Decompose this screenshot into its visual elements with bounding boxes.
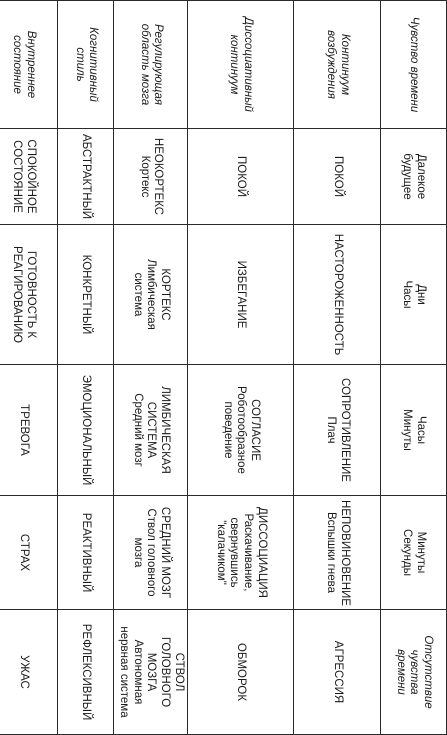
table-cell: НЕОКОРТЕКС Кортекс — [114, 129, 188, 225]
table-cell: Далекое будущее — [381, 129, 447, 225]
row-label: Чувство времени — [381, 1, 447, 129]
table-cell: СПОКОЙНОЕ СОСТОЯНИЕ — [0, 129, 58, 225]
row-internal-state — [0, 1, 58, 735]
table-cell: ДИССОЦИАЦИЯ Раскачивание, свернувшись "калачиком" — [188, 496, 294, 610]
table-cell: ГОТОВНОСТЬ К РЕАГИРОВАНИЮ — [0, 225, 58, 365]
table-cell: СОПРОТИВЛЕНИЕ Плач — [294, 365, 381, 496]
table-cell: КОРТЕКС Лимбическая система — [114, 225, 188, 365]
table-cell: СОГЛАСИЕ Роботообразное поведение — [188, 365, 294, 496]
table-cell: УЖАС — [0, 610, 58, 735]
table-cell: Минуты Секунды — [381, 496, 447, 610]
table-cell: НАСТОРОЖЕННОСТЬ — [294, 225, 381, 365]
table-cell: СТРАХ — [0, 496, 58, 610]
table-cell: АГРЕССИЯ — [294, 610, 381, 735]
table-cell: ЛИМБИЧЕСКАЯ СИСТЕМА Средний мозг — [114, 365, 188, 496]
table-cell: СТВОЛ ГОЛОВНОГО МОЗГА Автономная нервная система — [114, 610, 188, 735]
table-cell: ОБМОРОК — [188, 610, 294, 735]
row-label: Диссоциативный континуум — [188, 1, 294, 129]
table-cell: ТРЕВОГА — [0, 365, 58, 496]
table-cell: ЭМОЦИОНАЛЬНЫЙ — [58, 365, 114, 496]
row-cognitive-style — [58, 1, 114, 735]
table-cell: ПОКОЙ — [188, 129, 294, 225]
table-cell: РЕАКТИВНЫЙ — [58, 496, 114, 610]
row-brain-region — [114, 1, 188, 735]
table-cell: РЕФЛЕКСИВНЫЙ — [58, 610, 114, 735]
row-label: Континуум возбуждения — [294, 1, 381, 129]
table-cell: АБСТРАКТНЫЙ — [58, 129, 114, 225]
row-label: Внутреннее состояние — [0, 1, 58, 129]
table-cell: ПОКОЙ — [294, 129, 381, 225]
table-cell: СРЕДНИЙ МОЗГ Ствол головного мозга — [114, 496, 188, 610]
row-time-sense — [381, 1, 447, 735]
table-cell: Дни Часы — [381, 225, 447, 365]
table-cell: НЕПОВИНОВЕНИЕ Вспышки гнева — [294, 496, 381, 610]
row-arousal-continuum — [294, 1, 381, 735]
table-cell: КОНКРЕТНЫЙ — [58, 225, 114, 365]
row-label: Когнитивный стиль — [58, 1, 114, 129]
row-dissociative-continuum — [188, 1, 294, 735]
table-cell: Часы Минуты — [381, 365, 447, 496]
table-cell: ИЗБЕГАНИЕ — [188, 225, 294, 365]
table-cell: Отсутствие чувства времени — [381, 610, 447, 735]
row-label: Регулирующая область мозга — [114, 1, 188, 129]
